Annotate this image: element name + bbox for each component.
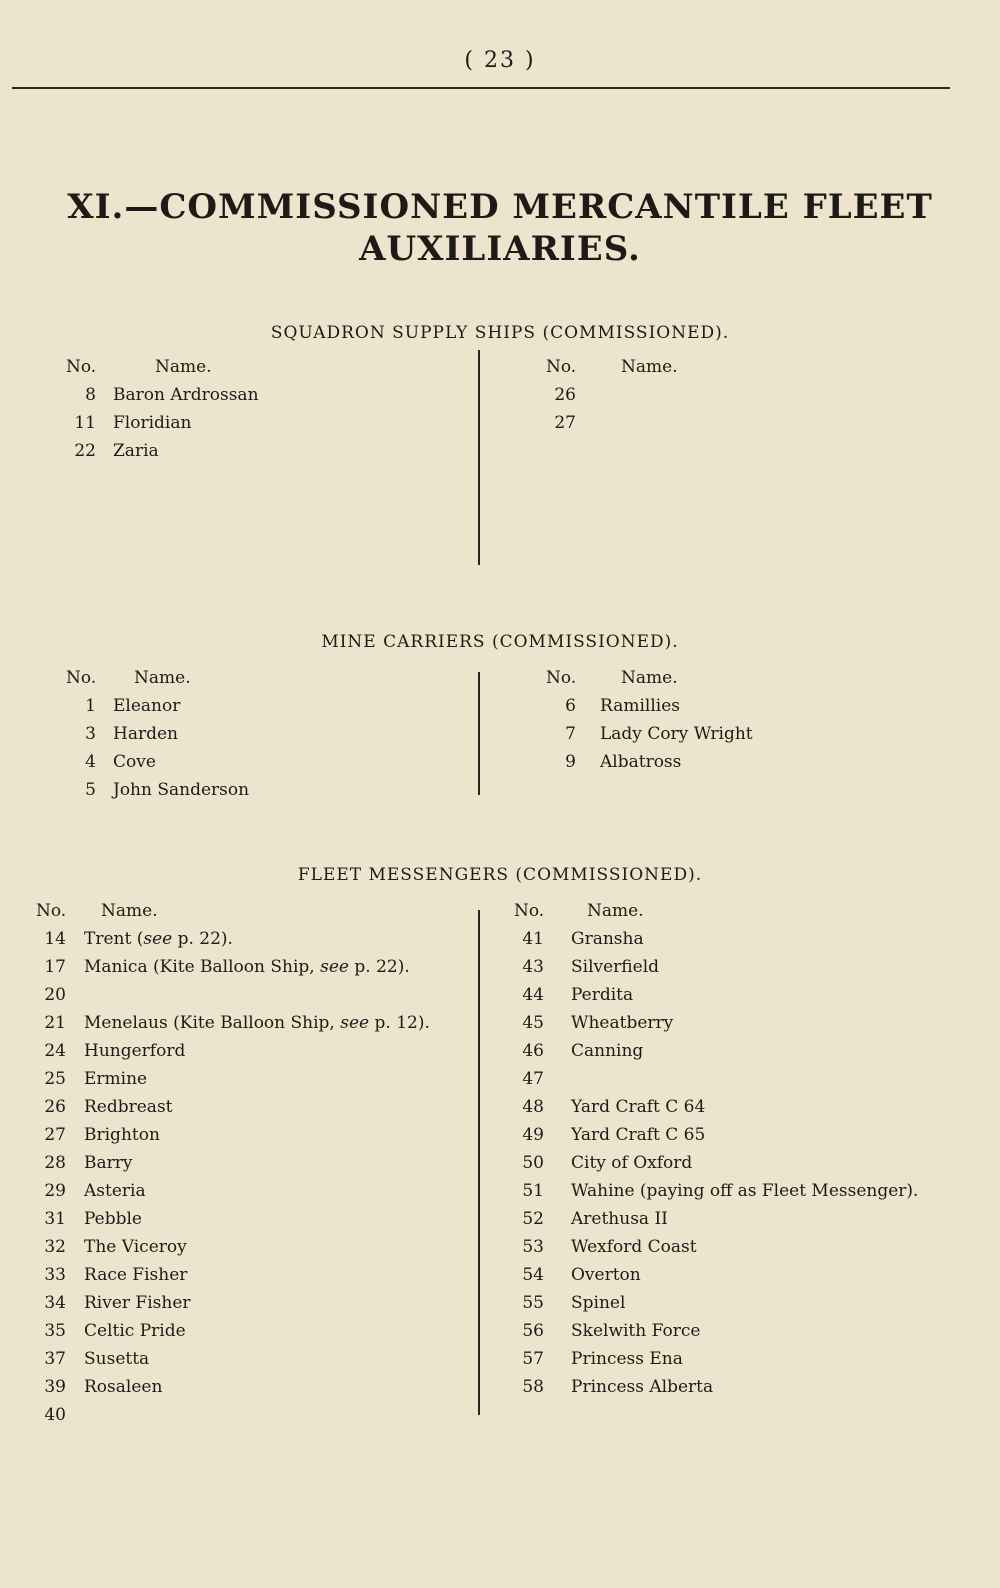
ship-number: 35 (44, 1321, 66, 1341)
ship-name: Trent (see p. 22). (84, 929, 233, 949)
ship-name: Perdita (571, 985, 634, 1005)
ship-name: Susetta (84, 1349, 150, 1369)
ship-number: 56 (522, 1321, 544, 1341)
ship-number: 32 (44, 1237, 66, 1257)
ship-name: Lady Cory Wright (600, 724, 753, 744)
ship-number: 4 (85, 752, 96, 772)
ship-name: Menelaus (Kite Balloon Ship, see p. 12). (84, 1013, 430, 1033)
ship-number: 8 (85, 385, 96, 405)
column-header-no: No. (514, 901, 545, 921)
ship-number: 5 (85, 780, 96, 800)
ship-name: Wheatberry (571, 1013, 674, 1033)
column-header-no: No. (66, 668, 97, 688)
column-header-name: Name. (155, 357, 212, 377)
ship-number: 33 (44, 1265, 66, 1285)
ship-name: River Fisher (84, 1293, 191, 1313)
ship-number: 40 (44, 1405, 66, 1425)
section-heading: FLEET MESSENGERS (COMMISSIONED). (297, 865, 703, 885)
ship-name: Ermine (84, 1069, 148, 1089)
ship-name: Redbreast (84, 1097, 173, 1117)
ship-number: 52 (522, 1209, 544, 1229)
column-header-name: Name. (587, 901, 644, 921)
ship-number: 57 (522, 1349, 544, 1369)
ship-number: 14 (44, 929, 66, 949)
column-header-no: No. (546, 668, 577, 688)
ship-name: Yard Craft C 64 (571, 1097, 706, 1117)
ship-name: John Sanderson (113, 780, 250, 800)
ship-number: 49 (522, 1125, 544, 1145)
ship-number: 50 (522, 1153, 544, 1173)
ship-number: 17 (44, 957, 66, 977)
ship-number: 29 (44, 1181, 66, 1201)
ship-number: 3 (85, 724, 96, 744)
ship-name: The Viceroy (84, 1237, 187, 1257)
ship-number: 45 (522, 1013, 544, 1033)
column-header-no: No. (546, 357, 577, 377)
ship-number: 34 (44, 1293, 66, 1313)
ship-number: 24 (44, 1041, 66, 1061)
ship-name: Skelwith Force (571, 1321, 701, 1341)
column-header-name: Name. (101, 901, 158, 921)
page-title: XI.—COMMISSIONED MERCANTILE FLEET AUXILIARIES. (67, 187, 933, 269)
column-divider (478, 672, 480, 795)
column-header-no: No. (36, 901, 67, 921)
ship-number: 6 (565, 696, 576, 716)
ship-number: 25 (44, 1069, 66, 1089)
ship-name: Celtic Pride (84, 1321, 186, 1341)
ship-number: 1 (85, 696, 96, 716)
ship-number: 27 (554, 413, 576, 433)
ship-name: City of Oxford (571, 1153, 693, 1173)
ship-number: 26 (44, 1097, 66, 1117)
page-number: ( 23 ) (464, 48, 536, 73)
column-divider (478, 350, 480, 565)
ship-number: 55 (522, 1293, 544, 1313)
ship-number: 46 (522, 1041, 544, 1061)
ship-number: 31 (44, 1209, 66, 1229)
ship-number: 37 (44, 1349, 66, 1369)
ship-number: 28 (44, 1153, 66, 1173)
ship-name: Yard Craft C 65 (571, 1125, 706, 1145)
ship-name: Harden (113, 724, 178, 744)
ship-name: Pebble (84, 1209, 142, 1229)
ship-name: Wahine (paying off as Fleet Messenger). (571, 1181, 919, 1201)
ship-name: Gransha (571, 929, 644, 949)
ship-number: 47 (522, 1069, 544, 1089)
section-heading: SQUADRON SUPPLY SHIPS (COMMISSIONED). (270, 323, 730, 343)
ship-number: 7 (565, 724, 576, 744)
ship-name: Princess Ena (571, 1349, 683, 1369)
ship-number: 27 (44, 1125, 66, 1145)
ship-number: 39 (44, 1377, 66, 1397)
ship-name: Hungerford (84, 1041, 186, 1061)
ship-name: Spinel (571, 1293, 626, 1313)
ship-name: Barry (84, 1153, 133, 1173)
ship-number: 20 (44, 985, 66, 1005)
ship-name: Arethusa II (571, 1209, 668, 1229)
ship-name: Zaria (113, 441, 159, 461)
column-header-name: Name. (621, 357, 678, 377)
ship-name: Race Fisher (84, 1265, 188, 1285)
ship-number: 21 (44, 1013, 66, 1033)
ship-name: Floridian (113, 413, 192, 433)
ship-name: Wexford Coast (571, 1237, 697, 1257)
column-header-no: No. (66, 357, 97, 377)
header-rule (12, 87, 950, 89)
ship-number: 51 (522, 1181, 544, 1201)
ship-name: Ramillies (600, 696, 680, 716)
ship-number: 43 (522, 957, 544, 977)
ship-name: Manica (Kite Balloon Ship, see p. 22). (84, 957, 410, 977)
column-header-name: Name. (621, 668, 678, 688)
ship-number: 11 (74, 413, 96, 433)
column-divider (478, 910, 480, 1415)
column-header-name: Name. (134, 668, 191, 688)
ship-name: Albatross (600, 752, 682, 772)
ship-name: Asteria (84, 1181, 146, 1201)
ship-number: 41 (522, 929, 544, 949)
ship-name: Brighton (84, 1125, 160, 1145)
ship-name: Baron Ardrossan (113, 385, 259, 405)
ship-name: Rosaleen (84, 1377, 163, 1397)
ship-number: 54 (522, 1265, 544, 1285)
ship-number: 58 (522, 1377, 544, 1397)
ship-name: Silverfield (571, 957, 660, 977)
section-heading: MINE CARRIERS (COMMISSIONED). (321, 632, 679, 652)
ship-number: 48 (522, 1097, 544, 1117)
ship-number: 44 (522, 985, 544, 1005)
ship-name: Princess Alberta (571, 1377, 714, 1397)
ship-name: Eleanor (113, 696, 181, 716)
ship-name: Canning (571, 1041, 644, 1061)
ship-name: Overton (571, 1265, 641, 1285)
ship-number: 22 (74, 441, 96, 461)
ship-name: Cove (113, 752, 156, 772)
ship-number: 26 (554, 385, 576, 405)
ship-number: 9 (565, 752, 576, 772)
ship-number: 53 (522, 1237, 544, 1257)
